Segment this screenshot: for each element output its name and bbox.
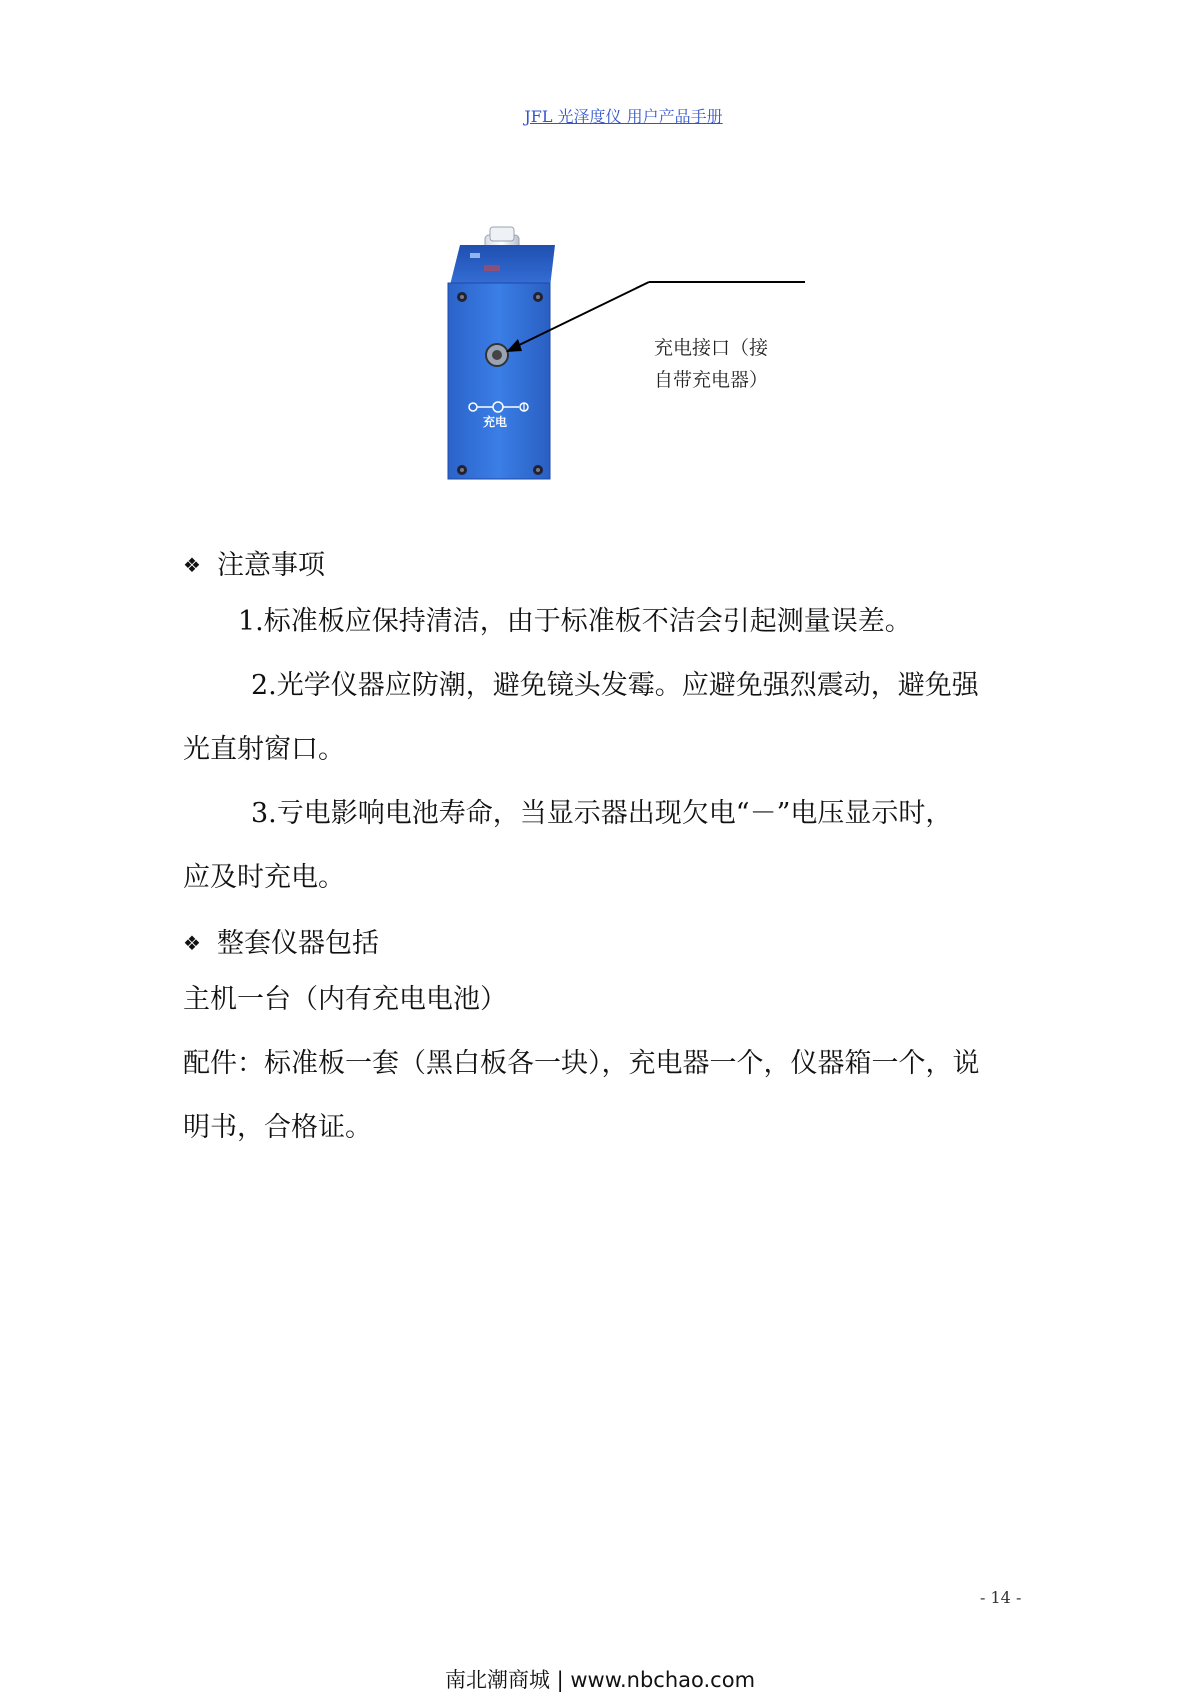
- package-body: [183, 968, 1023, 1160]
- notes-body: [183, 590, 1023, 910]
- document-header[interactable]: JFL 光泽度仪 用户产品手册: [524, 107, 723, 126]
- page-number: - 14 -: [980, 1588, 1022, 1607]
- note-item-2-line-2: 光直射窗口。: [183, 734, 345, 765]
- note-item-3-line-2: 应及时充电。: [183, 862, 345, 893]
- note-item-3-line-1: 3.亏电影响电池寿命，当显示器出现欠电“－”电压显示时，: [251, 798, 953, 829]
- device-charge-label: 充电: [483, 415, 508, 429]
- callout-line-1: 充电接口（接: [654, 337, 769, 359]
- package-heading-text: 整套仪器包括: [217, 928, 379, 959]
- notes-heading-text: 注意事项: [217, 550, 325, 581]
- note-item-2-line-1: 2.光学仪器应防潮，避免镜头发霉。应避免强烈震动，避免强: [251, 670, 979, 701]
- site-footer: 南北潮商城 | www.nbchao.com: [444, 1668, 756, 1692]
- package-line-2: 配件：标准板一套（黑白板各一块），充电器一个，仪器箱一个，说: [183, 1048, 980, 1079]
- callout-line-2: 自带充电器）: [654, 369, 769, 391]
- package-line-1: 主机一台（内有充电电池）: [183, 984, 507, 1015]
- bullet-diamond-icon: ❖: [183, 553, 201, 577]
- note-item-1: 1.标准板应保持清洁，由于标准板不洁会引起测量误差。: [238, 606, 912, 637]
- notes-heading: [183, 543, 325, 582]
- package-heading: [183, 921, 379, 960]
- package-line-3: 明书，合格证。: [183, 1112, 372, 1143]
- bullet-diamond-icon: ❖: [183, 931, 201, 955]
- charging-port-callout: [654, 332, 768, 396]
